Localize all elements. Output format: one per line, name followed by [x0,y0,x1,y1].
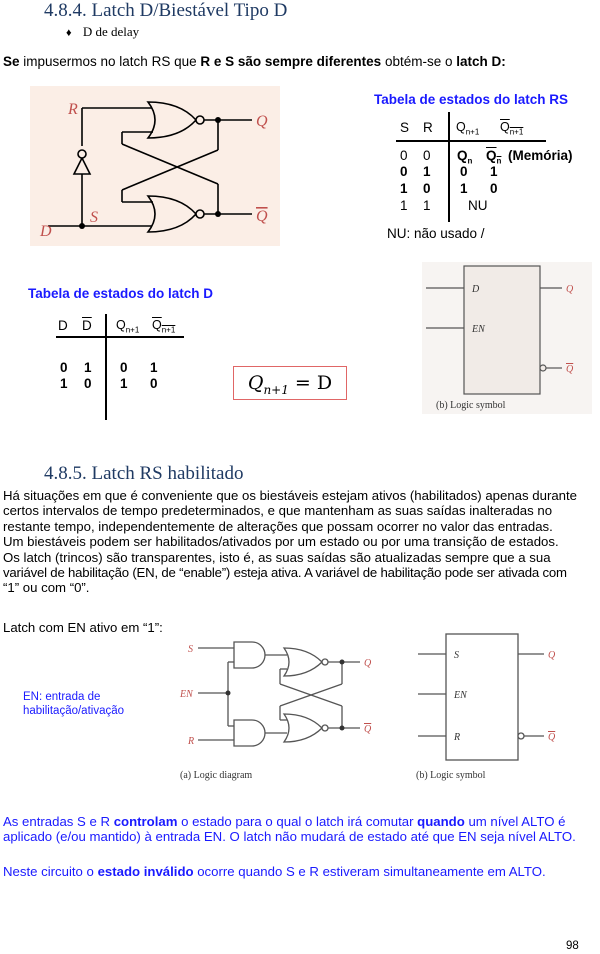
intro-emphasis: R e S são sempre diferentes [200,54,382,69]
paragraph-line: certos intervalos de tempo predeterminados, e que mantenham as suas saídas inalteradas no [3,503,553,519]
rs-cell: 0 [400,148,408,163]
rs-cell: 1 [490,164,498,179]
d-latch-logic-symbol [422,262,592,414]
diagram-in-en: EN [180,689,193,700]
closing-line-2: aplicado (e/ou mantido) à entrada EN. O latch não mudará de estado até que EN seja nível ALTO. [3,829,576,845]
bullet-text: D de delay [82,24,140,39]
rs-cell-qn: $Q_n$ [457,148,473,166]
d-latch-circuit-diagram [30,86,280,246]
d-state-table [56,314,196,422]
pin-s: S [454,650,459,661]
nor-bubble-top [196,116,204,124]
d-symbol-caption: (b) Logic symbol [436,400,506,411]
paragraph-line: “1” ou com “0”. [3,580,90,596]
rs-enabled-logic-diagram [176,634,376,782]
rs-cell: 1 [460,181,468,196]
equation-rhs: = D [288,372,333,394]
section-paragraph [3,488,599,596]
d-table-vline [105,314,107,420]
d-cell: 1 [120,376,128,391]
diagram-out-q: Q [364,658,372,669]
label-r: R [68,101,78,118]
rs-cell-qn-bar: $Q_n$ [486,148,502,166]
paragraph-line: restante tempo, independentemente de alterações que possam ocorrer no valor das entradas. [3,518,553,534]
rs-header-s: S [400,120,410,135]
equation-sub: n+1 [263,382,289,397]
d-header-d: D [58,318,68,333]
rs-cell: 0 [490,181,498,196]
label-q: Q [256,113,268,130]
en-note-line: EN: entrada de [23,691,101,703]
rs-cell: 0 [423,181,431,196]
diagram-out-q-bar: Q [364,724,372,735]
paragraph-line: variável de habilitação (EN, de “enable”) esteja ativa. A variável de habilitação pode ser ativada com [3,565,567,581]
intro-text-a: impusermos no latch RS que [23,54,201,69]
d-table-title: Tabela de estados do latch D [28,286,214,301]
d-header-qn1-bar: $Q_{n+1}$ [152,318,176,335]
out-q-bar: Q [548,732,556,743]
closing-line-1: As entradas S e R controlam o estado para o qual o latch irá comutar quando um nível ALTO é [3,814,566,829]
rs-table-hline [396,140,546,142]
rs-table-title: Tabela de estados do latch RS [374,92,569,107]
diagram-in-s: S [188,644,193,655]
paragraph-line: Um biestáveis podem ser habilitados/ativados por um estado ou por uma transição de estados. [3,534,559,550]
equation-q: Q [247,372,264,394]
rs-cell: 1 [423,198,431,213]
section-heading-rs-enabled: 4.8.5. Latch RS habilitado [44,463,244,484]
diagram-caption: (a) Logic diagram [180,770,253,781]
en-note [23,690,124,718]
pin-d: D [472,284,480,295]
rs-cell: 1 [400,198,408,213]
d-cell: 0 [60,360,68,375]
pin-r: R [454,732,461,743]
out-q-bar: Q [566,364,574,375]
d-equation-box [233,366,347,400]
out-q: Q [548,650,556,661]
en-note-line: habilitação/ativação [23,705,125,717]
d-header-d-bar: $\overline{D}$ [82,318,92,333]
rs-symbol-caption: (b) Logic symbol [416,770,486,781]
intro-latch-d: latch D: [456,54,506,69]
rs-header-qn1: $Q_{n+1}$ [456,120,480,137]
nor-gate-bottom [284,714,322,742]
paragraph-line: Há situações em que é conveniente que os biestáveis estejam ativos (habilitados) apenas durante [3,488,578,503]
closing-paragraph [3,814,599,845]
d-cell: 1 [150,360,158,375]
inverter-bubble [78,150,86,158]
intro-se: Se [3,54,24,69]
label-d: D [40,223,52,240]
rs-table-note: NU: não usado / [387,226,485,241]
and-gate-bottom [234,720,265,746]
d-cell: 0 [120,360,128,375]
pin-en: EN [454,690,467,701]
rs-cell: 0 [400,164,408,179]
rs-table-vline [448,112,450,222]
section-heading-latch-d: 4.8.4. Latch D/Biestável Tipo D [44,0,288,21]
bullet-item [66,24,139,40]
d-cell: 1 [60,376,68,391]
d-cell: 0 [150,376,158,391]
bullet-diamond-icon: ♦ [66,27,72,39]
d-cell: 1 [84,360,92,375]
intro-sentence [3,54,506,69]
rs-header-qn1-bar: $Q_{n+1}$ [500,120,524,137]
rs-cell: 1 [400,181,408,196]
d-cell: 0 [84,376,92,391]
rs-header-r: R [423,120,433,135]
diagram-in-r: R [188,736,195,747]
pin-en: EN [472,324,485,335]
invalid-state-note: Neste circuito o estado inválido ocorre quando S e R estiveram simultaneamente em ALTO. [3,864,546,879]
paragraph-line: Os latch (trincos) são transparentes, isto é, as suas saídas são atualizadas sempre que a sua [3,549,551,565]
nor-bubble-bottom [196,210,204,218]
intro-text-b: obtém-se o [381,54,457,69]
rs-cell: 0 [460,164,468,179]
nor-gate-top [284,648,322,676]
rs-cell-memoria: (Memória) [508,148,573,163]
label-s: S [90,209,98,226]
d-header-qn1: $Q_{n+1}$ [116,318,140,335]
out-q: Q [566,284,574,295]
and-gate-top [234,642,265,668]
d-table-hline [56,336,184,338]
rs-cell: 1 [423,164,431,179]
rs-enabled-logic-symbol [414,632,590,782]
rs-cell-nu: NU [468,198,488,213]
latch-en-label: Latch com EN ativo em “1”: [3,620,163,635]
label-q-bar: Q [256,208,268,225]
rs-state-table [396,112,573,222]
page-number: 98 [566,940,579,952]
rs-cell: 0 [423,148,431,163]
